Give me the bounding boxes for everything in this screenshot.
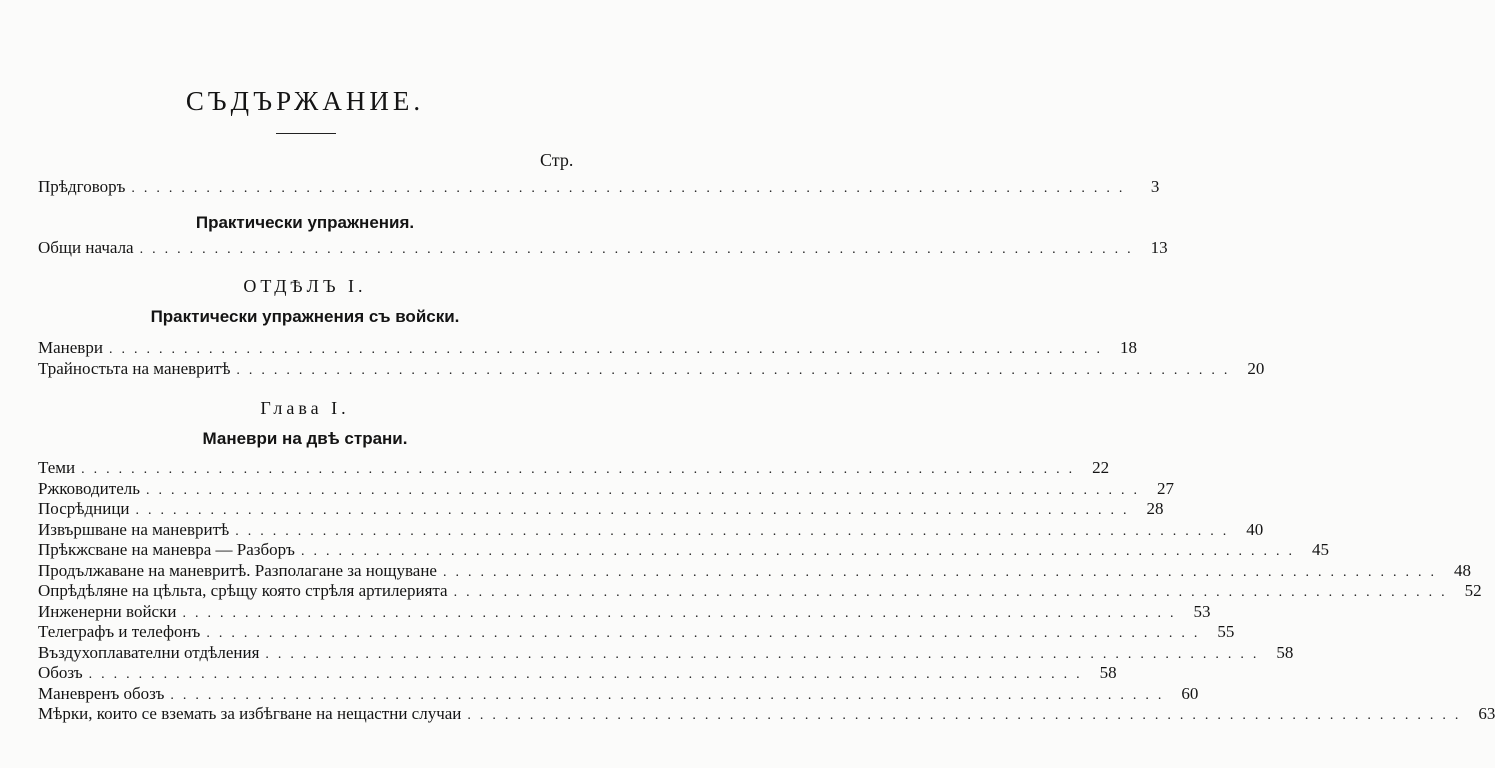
toc-entry[interactable] [38, 662, 1117, 684]
leader-dots: ................................................................................ [467, 708, 1468, 723]
toc-entry-label: Въздухоплавателни отдѣления [38, 642, 260, 662]
toc-entry-page: 20 [1247, 359, 1265, 378]
toc-entry-label: Обозъ [38, 663, 83, 682]
toc-entry-page: 58 [1276, 642, 1294, 662]
toc-entry-page: 60 [1181, 683, 1199, 703]
toc-entry-page: 63 [1478, 704, 1495, 723]
chapter-heading: Глава I. [260, 398, 350, 418]
toc-entry-label: Маневренъ обозъ [38, 683, 165, 703]
toc-entry-general[interactable] [38, 237, 1168, 259]
leader-dots: ................................................................................ [135, 503, 1136, 518]
toc-entry-page: 53 [1193, 601, 1211, 621]
toc-entry-preface[interactable] [38, 176, 1160, 198]
leader-dots: ................................................................................ [145, 482, 1146, 498]
toc-entry[interactable] [38, 539, 1329, 561]
leader-dots: ................................................................................ [235, 523, 1236, 539]
toc-entry[interactable] [38, 457, 1110, 479]
toc-entry-page: 55 [1217, 622, 1235, 641]
leader-dots: ................................................................................ [81, 462, 1082, 477]
leader-dots: ................................................................................ [139, 242, 1140, 257]
toc-entry[interactable] [38, 478, 1174, 500]
toc-entry-page: 22 [1092, 458, 1110, 477]
page-title: СЪДЪРЖАНИЕ. [185, 86, 425, 116]
toc-entry[interactable] [38, 560, 1471, 582]
toc-entry[interactable] [38, 358, 1265, 380]
toc-entry-label: Телеграфъ и телефонъ [38, 622, 201, 641]
toc-entry-label: Общи начала [38, 238, 134, 257]
leader-dots: ................................................................................ [453, 585, 1454, 600]
toc-entry-label: Продължаване на маневритѣ. Разполагане за нощуване [38, 560, 437, 580]
toc-entry-label: Ржководитель [38, 478, 140, 498]
toc-entry[interactable] [38, 642, 1294, 664]
toc-entry[interactable] [38, 601, 1211, 623]
toc-entry-page: 13 [1150, 238, 1168, 257]
toc-entry-page: 52 [1464, 581, 1482, 600]
toc-entry[interactable] [38, 498, 1164, 520]
toc-entry-label: Инженерни войски [38, 601, 177, 621]
toc-entry-label: Трайностьта на маневритѣ [38, 359, 231, 378]
part-subheading: Практически упражнения съ войски. [150, 307, 460, 326]
leader-dots: ................................................................................ [265, 646, 1266, 662]
toc-entry-label: Теми [38, 458, 76, 477]
title-divider [276, 133, 336, 134]
leader-dots: ................................................................................ [170, 687, 1171, 703]
toc-entry[interactable] [38, 621, 1235, 643]
toc-entry-page: 27 [1156, 478, 1174, 498]
leader-dots: ................................................................................ [206, 626, 1207, 641]
toc-entry-page: 45 [1311, 540, 1329, 559]
toc-entry-label: Прѣдговоръ [38, 177, 126, 196]
toc-entry-page: 28 [1146, 499, 1164, 518]
leader-dots: ................................................................................ [88, 667, 1089, 682]
toc-entry[interactable] [38, 703, 1495, 725]
toc-entry-page: 3 [1150, 177, 1160, 196]
leader-dots: ................................................................................ [236, 363, 1237, 378]
leader-dots: ................................................................................ [182, 605, 1183, 621]
part-heading: ОТДѢЛЪ I. [243, 276, 367, 296]
section-heading-practical: Практически упражнения. [195, 213, 415, 232]
leader-dots: ................................................................................ [131, 181, 1132, 196]
toc-entry-page: 48 [1453, 560, 1471, 580]
toc-entry-label: Прѣкжсване на маневра — Разборъ [38, 540, 295, 559]
leader-dots: ................................................................................ [300, 544, 1301, 559]
toc-entry[interactable] [38, 337, 1137, 359]
toc-entry-page: 40 [1246, 519, 1264, 539]
toc-entry[interactable] [38, 519, 1264, 541]
toc-entry-label: Маневри [38, 338, 103, 357]
chapter-subheading: Маневри на двѣ страни. [202, 429, 408, 448]
toc-entry[interactable] [38, 683, 1199, 705]
toc-entry-label: Извършване на маневритѣ [38, 519, 230, 539]
toc-entry-label: Посрѣдници [38, 499, 130, 518]
toc-entry-label: Мѣрки, които се вземать за избѣгване на нещастни случаи [38, 704, 462, 723]
leader-dots: ................................................................................ [442, 564, 1443, 580]
page-column-header: Стр. [540, 150, 574, 170]
toc-entry[interactable] [38, 580, 1482, 602]
toc-entry-label: Опрѣдѣляне на цѣльта, срѣщу която стрѣля артилерията [38, 581, 448, 600]
toc-entry-page: 58 [1099, 663, 1117, 682]
leader-dots: ................................................................................ [108, 342, 1109, 357]
toc-entry-page: 18 [1119, 338, 1137, 357]
